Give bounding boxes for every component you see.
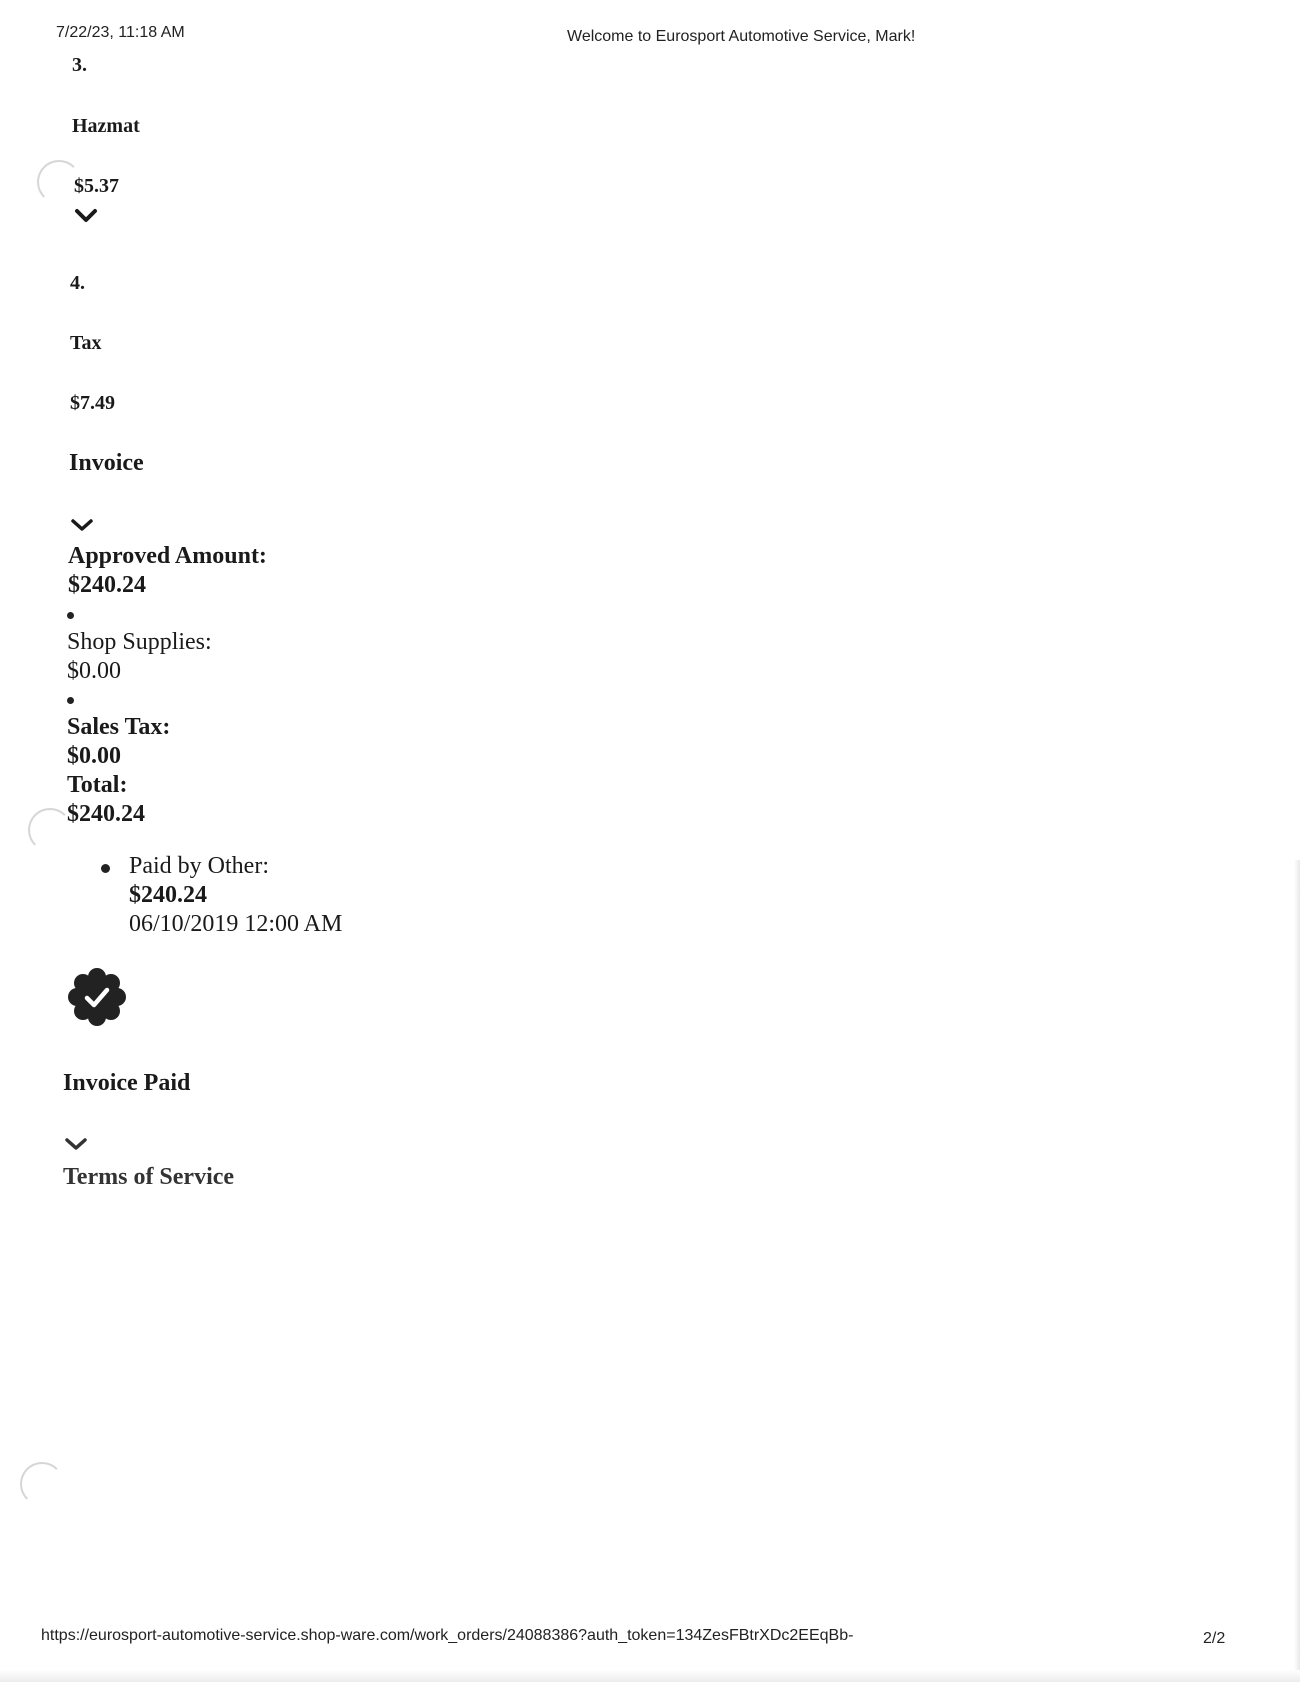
payment-label: Paid by Other: — [129, 853, 269, 879]
verified-badge-icon — [67, 967, 127, 1032]
item-number: 4. — [70, 272, 85, 294]
payment-amount: $240.24 — [129, 882, 207, 908]
invoice-chevron-down-icon[interactable] — [70, 518, 94, 534]
payment-item — [129, 852, 342, 939]
approved-amount-label: Approved Amount: — [68, 543, 267, 569]
bullet — [101, 864, 110, 873]
bullet — [67, 697, 74, 704]
print-datetime: 7/22/23, 11:18 AM — [56, 24, 185, 41]
item-number: 3. — [72, 54, 87, 76]
sales-tax-value: $0.00 — [67, 743, 121, 769]
payments-list — [129, 852, 342, 939]
total-value: $240.24 — [67, 801, 145, 827]
hole-punch — [20, 1462, 64, 1506]
terms-of-service-link[interactable]: Terms of Service — [63, 1164, 235, 1190]
print-url: https://eurosport-automotive-service.shop-ware.com/work_orders/24088386?auth_token=134ZesFBtrXDc2EEqBb- — [41, 1627, 854, 1644]
shop-supplies-label: Shop Supplies: — [67, 629, 212, 655]
page-edge — [1294, 860, 1300, 1682]
bullet — [67, 612, 74, 619]
invoice-paid-status: Invoice Paid — [63, 1070, 191, 1096]
invoice-heading: Invoice — [69, 450, 144, 476]
item-name: Tax — [70, 332, 102, 354]
terms-chevron-down-icon[interactable] — [64, 1137, 88, 1153]
item-price: $5.37 — [74, 175, 119, 197]
approved-amount-value: $240.24 — [68, 572, 146, 598]
page-edge — [0, 1670, 1300, 1682]
chevron-down-icon[interactable] — [74, 208, 98, 224]
sales-tax-label: Sales Tax: — [67, 714, 171, 740]
page-title: Welcome to Eurosport Automotive Service, Mark! — [567, 28, 916, 45]
item-name: Hazmat — [72, 115, 140, 137]
hole-punch — [37, 160, 81, 204]
hole-punch — [28, 808, 72, 852]
shop-supplies-value: $0.00 — [67, 658, 121, 684]
payment-date: 06/10/2019 12:00 AM — [129, 911, 343, 937]
item-price: $7.49 — [70, 392, 115, 414]
page-number: 2/2 — [1203, 1630, 1226, 1647]
total-label: Total: — [67, 772, 128, 798]
